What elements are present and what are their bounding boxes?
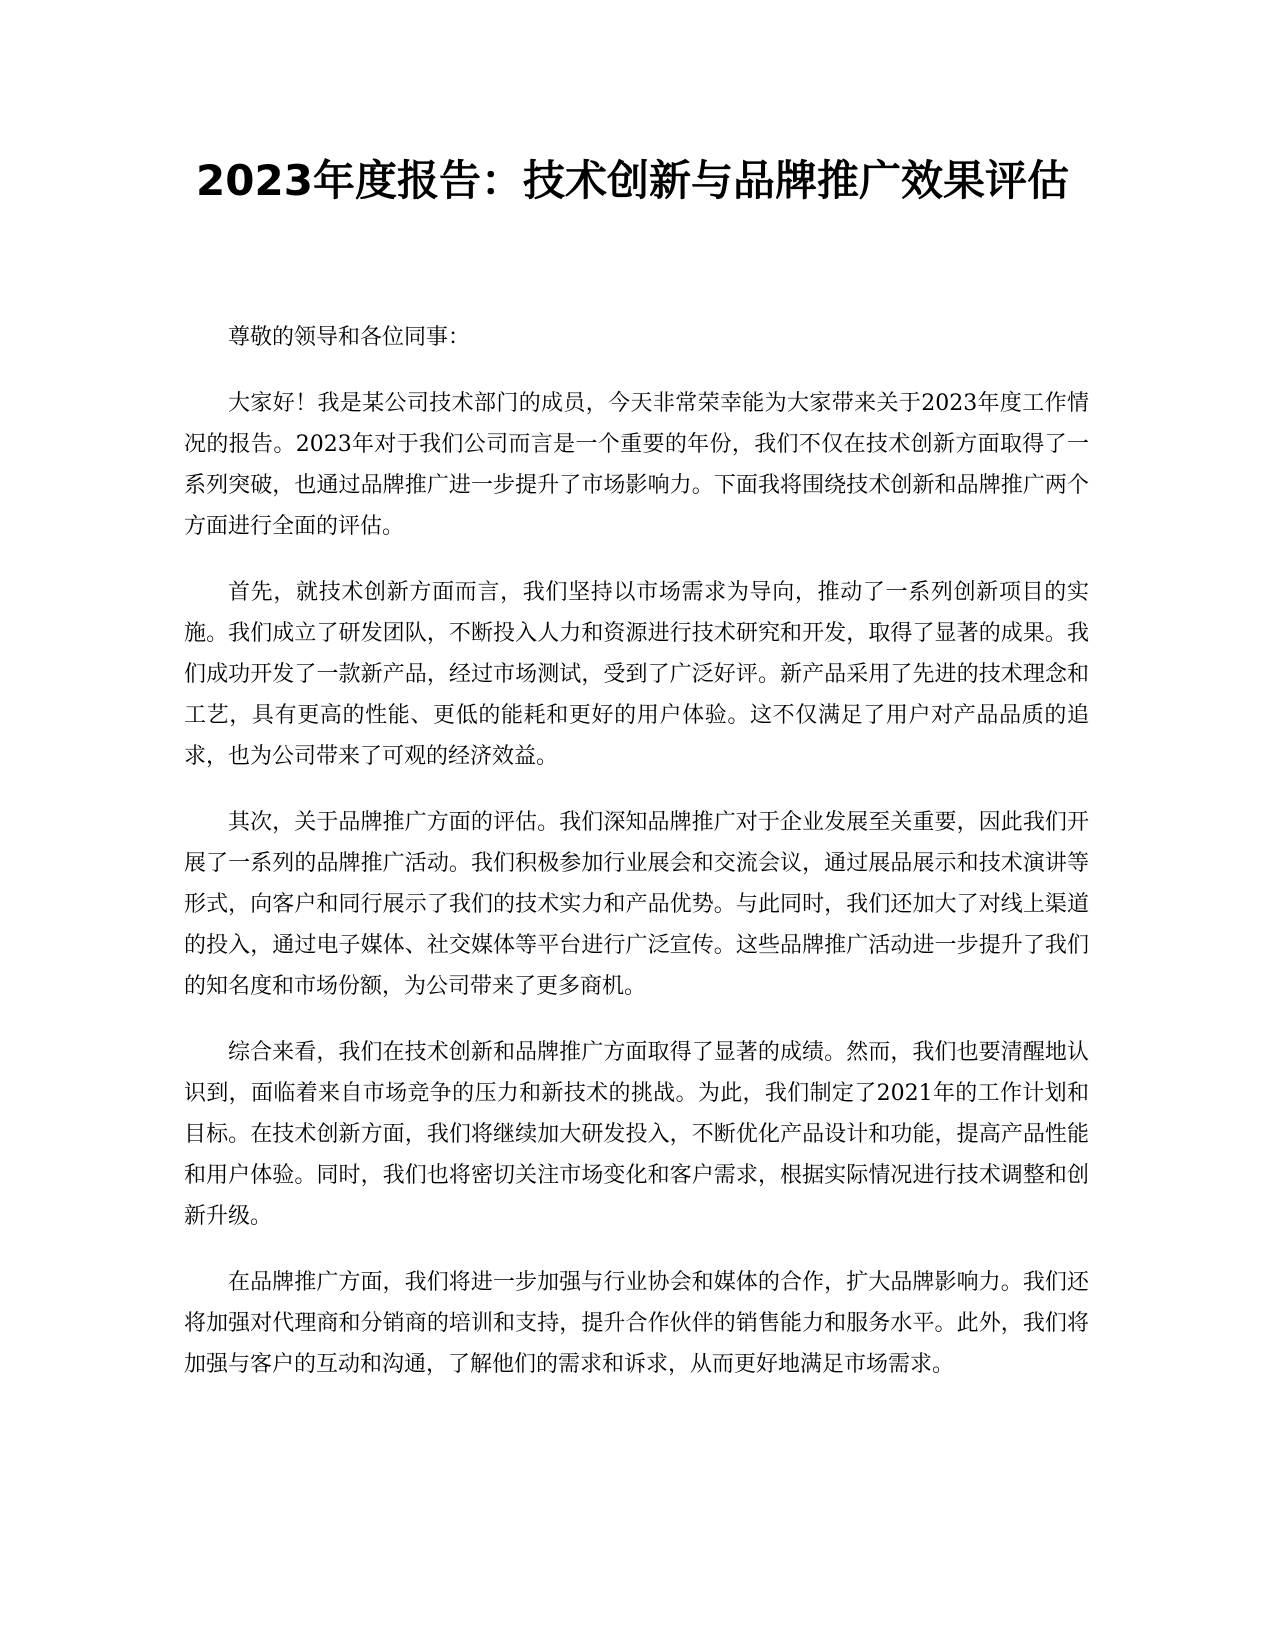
greeting-paragraph: 尊敬的领导和各位同事：: [228, 325, 471, 350]
body-paragraph: 在品牌推广方面，我们将进一步加强与行业协会和媒体的合作，扩大品牌影响力。我们还将加强对代理商和分销商的培训和支持，提升合作伙伴的销售能力和服务水平。此外，我们将加强与客户的互动和沟通，了解他们的需求和诉求，从而更好地满足市场需求。: [184, 1270, 1089, 1377]
body-paragraph: 综合来看，我们在技术创新和品牌推广方面取得了显著的成绩。然而，我们也要清醒地认识到，面临着来自市场竞争的压力和新技术的挑战。为此，我们制定了2021年的工作计划和目标。在技术创新方面，我们将继续加大研发投入，不断优化产品设计和功能，提高产品性能和用户体验。同时，我们也将密切关注市场变化和客户需求，根据实际情况进行技术调整和创新升级。: [184, 1040, 1089, 1229]
body-paragraph: 首先，就技术创新方面而言，我们坚持以市场需求为导向，推动了一系列创新项目的实施。我们成立了研发团队，不断投入人力和资源进行技术研究和开发，取得了显著的成果。我们成功开发了一款新产品，经过市场测试，受到了广泛好评。新产品采用了先进的技术理念和工艺，具有更高的性能、更低的能耗和更好的用户体验。这不仅满足了用户对产品品质的追求，也为公司带来了可观的经济效益。: [184, 580, 1089, 769]
body-paragraph: 大家好！我是某公司技术部门的成员，今天非常荣幸能为大家带来关于2023年度工作情况的报告。2023年对于我们公司而言是一个重要的年份，我们不仅在技术创新方面取得了一系列突破，也通过品牌推广进一步提升了市场影响力。下面我将围绕技术创新和品牌推广两个方面进行全面的评估。: [184, 391, 1089, 539]
document-title: 2023年度报告：技术创新与品牌推广效果评估: [196, 156, 1069, 205]
document-body: [184, 317, 1089, 1410]
body-paragraph: 其次，关于品牌推广方面的评估。我们深知品牌推广对于企业发展至关重要，因此我们开展了一系列的品牌推广活动。我们积极参加行业展会和交流会议，通过展品展示和技术演讲等形式，向客户和同行展示了我们的技术实力和产品优势。与此同时，我们还加大了对线上渠道的投入，通过电子媒体、社交媒体等平台进行广泛宣传。这些品牌推广活动进一步提升了我们的知名度和市场份额，为公司带来了更多商机。: [184, 810, 1089, 999]
